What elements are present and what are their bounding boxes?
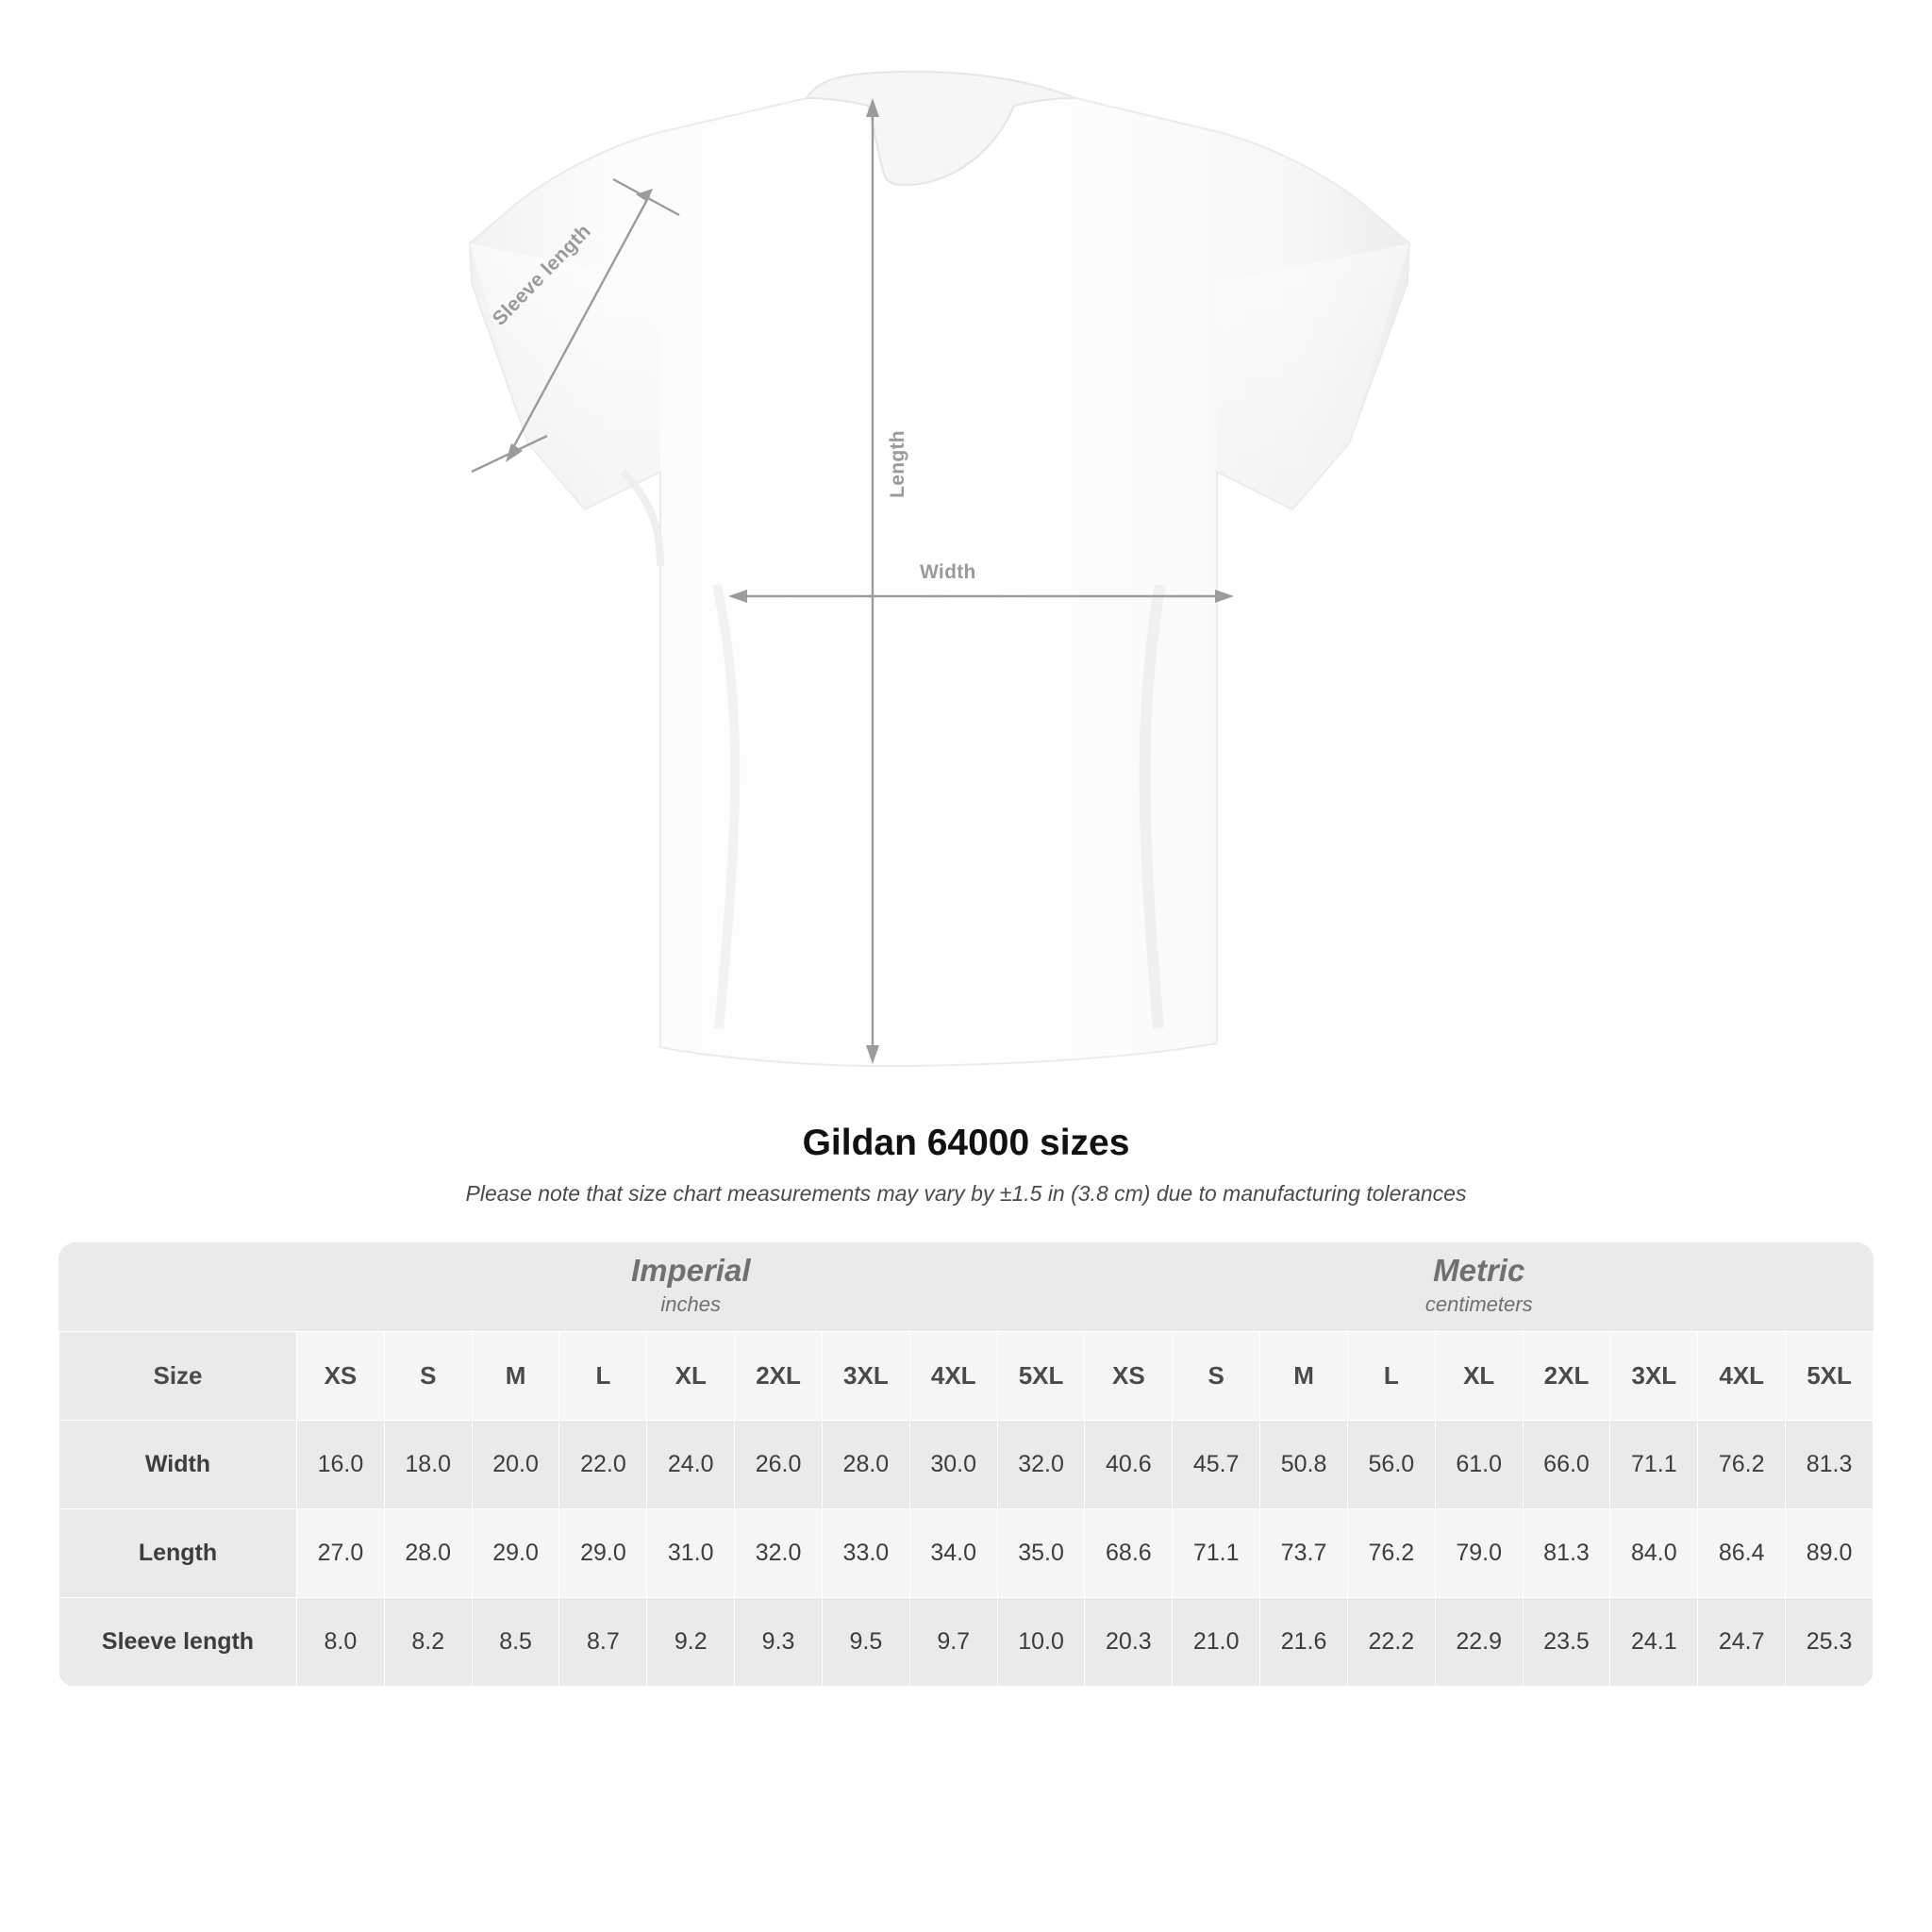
column-header: 4XL (1698, 1331, 1786, 1420)
cell: 20.0 (472, 1420, 559, 1508)
cell: 86.4 (1698, 1508, 1786, 1597)
cell: 56.0 (1347, 1420, 1435, 1508)
table-row (59, 1420, 1874, 1508)
column-header: XS (297, 1331, 385, 1420)
cell: 24.7 (1698, 1597, 1786, 1686)
column-header: XL (1435, 1331, 1523, 1420)
cell: 8.0 (297, 1597, 385, 1686)
cell: 32.0 (735, 1508, 823, 1597)
title-block (0, 1123, 1932, 1207)
cell: 71.1 (1173, 1508, 1260, 1597)
column-header: L (559, 1331, 647, 1420)
unit-sub-metric: centimeters (1424, 1292, 1533, 1317)
cell: 81.3 (1523, 1508, 1610, 1597)
cell: 79.0 (1435, 1508, 1523, 1597)
cell: 10.0 (997, 1597, 1085, 1686)
cell: 50.8 (1260, 1420, 1348, 1508)
cell: 30.0 (909, 1420, 997, 1508)
cell: 31.0 (647, 1508, 735, 1597)
table-row (59, 1508, 1874, 1597)
row-label-length: Length (59, 1508, 297, 1597)
cell: 22.9 (1435, 1597, 1523, 1686)
cell: 29.0 (472, 1508, 559, 1597)
cell: 24.1 (1610, 1597, 1698, 1686)
unit-sub-imperial: inches (660, 1292, 722, 1317)
column-header: M (1260, 1331, 1348, 1420)
cell: 40.6 (1085, 1420, 1173, 1508)
column-header: S (1173, 1331, 1260, 1420)
cell: 26.0 (735, 1420, 823, 1508)
cell: 32.0 (997, 1420, 1085, 1508)
cell: 24.0 (647, 1420, 735, 1508)
column-header: 4XL (909, 1331, 997, 1420)
table-row (59, 1597, 1874, 1686)
cell: 81.3 (1786, 1420, 1874, 1508)
cell: 61.0 (1435, 1420, 1523, 1508)
cell: 21.6 (1260, 1597, 1348, 1686)
cell: 89.0 (1786, 1508, 1874, 1597)
cell: 16.0 (297, 1420, 385, 1508)
cell: 71.1 (1610, 1420, 1698, 1508)
length-label: Length (886, 430, 908, 498)
column-header: L (1347, 1331, 1435, 1420)
row-label-sleeve-length: Sleeve length (59, 1597, 297, 1686)
cell: 21.0 (1173, 1597, 1260, 1686)
cell: 73.7 (1260, 1508, 1348, 1597)
cell: 23.5 (1523, 1597, 1610, 1686)
size-table (58, 1242, 1874, 1687)
tolerance-note: Please note that size chart measurements may vary by ±1.5 in (3.8 cm) due to manufacturing tolerances (465, 1181, 1467, 1206)
row-label-width: Width (59, 1420, 297, 1508)
cell: 29.0 (559, 1508, 647, 1597)
cell: 22.2 (1347, 1597, 1435, 1686)
page-title: Gildan 64000 sizes (802, 1123, 1130, 1163)
cell: 25.3 (1786, 1597, 1874, 1686)
cell: 84.0 (1610, 1508, 1698, 1597)
size-table-container (58, 1242, 1874, 1687)
column-header: XS (1085, 1331, 1173, 1420)
unit-name-metric: Metric (1433, 1253, 1525, 1289)
cell: 34.0 (909, 1508, 997, 1597)
cell: 76.2 (1698, 1420, 1786, 1508)
table-header-row (59, 1331, 1874, 1420)
cell: 33.0 (822, 1508, 909, 1597)
column-header: S (384, 1331, 472, 1420)
cell: 35.0 (997, 1508, 1085, 1597)
cell: 9.2 (647, 1597, 735, 1686)
cell: 18.0 (384, 1420, 472, 1508)
cell: 66.0 (1523, 1420, 1610, 1508)
cell: 8.7 (559, 1597, 647, 1686)
cell: 9.3 (735, 1597, 823, 1686)
width-label: Width (920, 561, 976, 583)
column-header: XL (647, 1331, 735, 1420)
column-header: 2XL (735, 1331, 823, 1420)
unit-header-imperial (297, 1242, 1085, 1331)
unit-header-metric (1085, 1242, 1874, 1331)
unit-header-row (59, 1242, 1874, 1331)
cell: 8.5 (472, 1597, 559, 1686)
column-header: 5XL (1786, 1331, 1874, 1420)
cell: 68.6 (1085, 1508, 1173, 1597)
sleeve-length-label: Sleeve length (488, 220, 595, 330)
cell: 9.7 (909, 1597, 997, 1686)
cell: 20.3 (1085, 1597, 1173, 1686)
cell: 8.2 (384, 1597, 472, 1686)
column-header: 2XL (1523, 1331, 1610, 1420)
column-header: M (472, 1331, 559, 1420)
column-header: 5XL (997, 1331, 1085, 1420)
unit-name-imperial: Imperial (630, 1253, 751, 1289)
column-header: 3XL (822, 1331, 909, 1420)
cell: 28.0 (384, 1508, 472, 1597)
cell: 76.2 (1347, 1508, 1435, 1597)
table-corner (59, 1242, 297, 1331)
cell: 22.0 (559, 1420, 647, 1508)
cell: 45.7 (1173, 1420, 1260, 1508)
cell: 9.5 (822, 1597, 909, 1686)
cell: 28.0 (822, 1420, 909, 1508)
header-size-label: Size (59, 1331, 297, 1420)
cell: 27.0 (297, 1508, 385, 1597)
column-header: 3XL (1610, 1331, 1698, 1420)
